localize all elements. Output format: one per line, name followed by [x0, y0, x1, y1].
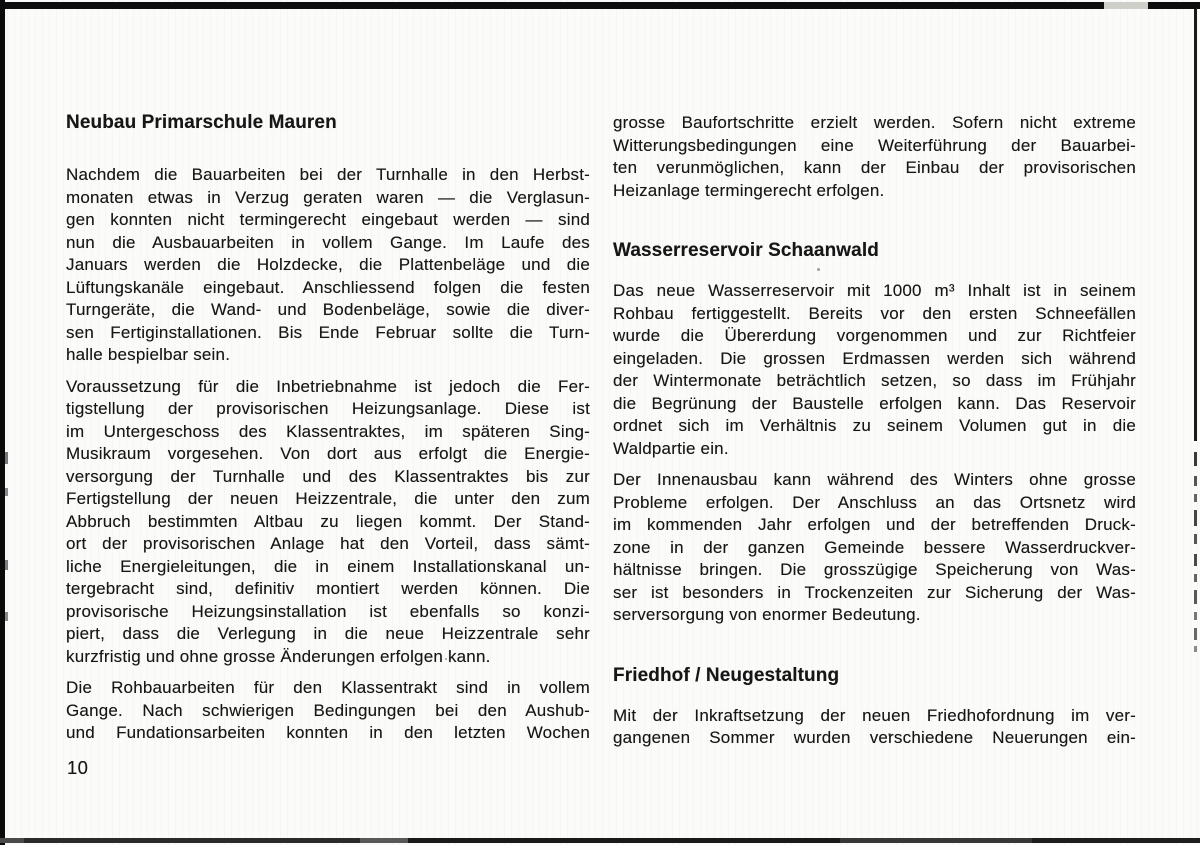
text-line: eingeladen. Die grossen Erdmassen werden sich während [613, 348, 1136, 368]
text-line: versorgung der Turnhalle und des Klassentraktes bis zur [66, 466, 590, 486]
text-line: gangenen Sommer wurden verschiedene Neuerungen ein- [613, 728, 1136, 747]
paragraph [66, 164, 590, 367]
text-line: kurzfristig und ohne grosse Änderungen erfolgen kann. [66, 646, 491, 666]
text-line: ordnet sich im Verhältnis zu seinem Volumen gut in die [613, 416, 1136, 435]
scan-dash [5, 452, 8, 464]
text-line: zone in der ganzen Gemeinde bessere Wasserdruckver- [613, 537, 1136, 557]
paragraph [613, 112, 1136, 202]
text-line: tigstellung der provisorischen Heizungsanlage. Diese ist [66, 399, 590, 418]
page-number: 10 [67, 757, 89, 778]
text-line: Gange. Nach schwierigen Bedingungen bei den Aushub- [66, 700, 590, 720]
scan-dash [1194, 510, 1197, 526]
scan-dash [1194, 452, 1197, 466]
scan-dash [1194, 646, 1197, 652]
text-line: provisorische Heizungsinstallation ist ebenfalls so konzi- [66, 601, 590, 621]
section-heading: Wasserreservoir Schaanwald [613, 240, 879, 261]
text-line: Fertigstellung der neuen Heizzentrale, die unter den zum [66, 489, 590, 508]
text-line: Voraussetzung für die Inbetriebnahme ist jedoch die Fer- [66, 376, 590, 396]
text-line: Waldpartie ein. [613, 438, 729, 458]
scan-dash [1194, 628, 1197, 640]
paragraph [613, 280, 1136, 460]
text-line: sen Fertiginstallationen. Bis Ende Februar sollte die Turn- [66, 322, 590, 342]
text-line: grosse Baufortschritte erzielt werden. Sofern nicht extreme [613, 113, 1136, 132]
scan-dash [1194, 476, 1197, 486]
text-line: nun die Ausbauarbeiten in vollem Gange. Im Laufe des [66, 232, 590, 252]
text-line: piert, dass die Verlegung in die neue Heizzentrale sehr [66, 624, 590, 643]
text-line: Musikraum vorgesehen. Von dort aus erfolgt die Energie- [66, 444, 590, 463]
scan-edge-right [1194, 9, 1197, 441]
scan-edge-top [0, 2, 1200, 9]
text-line: Turngeräte, die Wand- und Bodenbeläge, sowie die diver- [66, 300, 590, 319]
text-line: Heizanlage termingerecht erfolgen. [613, 180, 885, 200]
text-line: Januars werden die Holzdecke, die Plattenbeläge und die [66, 255, 590, 274]
scan-edge-top-gap [1104, 2, 1148, 9]
text-line: monaten etwas in Verzug geraten waren — die Verglasun- [66, 187, 590, 207]
section-heading: Friedhof / Neugestaltung [613, 664, 840, 686]
text-line: Das neue Wasserreservoir mit 1000 m³ Inhalt ist in seinem [613, 281, 1136, 300]
text-line: Lüftungskanäle eingebaut. Anschliessend folgen die festen [66, 277, 590, 297]
text-line: im Untergeschoss des Klassentraktes, im späteren Sing- [66, 421, 590, 441]
text-line: tergebracht sind, definitiv montiert werden können. Die [66, 579, 590, 598]
scan-dash [1194, 494, 1197, 502]
scan-dash [5, 560, 8, 570]
paragraph [66, 677, 590, 745]
text-line: Rohbau fertiggestellt. Bereits vor den ersten Schneefällen [613, 303, 1136, 323]
text-line: ser ist besonders in Trockenzeiten zur Sicherung der Was- [613, 582, 1136, 602]
text-line: ten verunmöglichen, kann der Einbau der provisorischen [613, 158, 1136, 177]
text-line: gen konnten nicht termingerecht eingebaut werden — sind [66, 210, 590, 229]
text-line: der Wintermonate beträchtlich setzen, so dass im Frühjahr [613, 371, 1136, 390]
text-line: halle bespielbar sein. [66, 345, 231, 364]
scan-dash [5, 612, 8, 621]
text-line: liche Energieleitungen, die in einem Installationskanal un- [66, 556, 590, 576]
text-line: und Fundationsarbeiten konnten in den letzten Wochen [66, 723, 590, 742]
section-heading: Neubau Primarschule Mauren [66, 112, 337, 133]
scan-edge-bottom [0, 838, 1200, 843]
text-line: Mit der Inkraftsetzung der neuen Friedhofordnung im ver- [613, 705, 1136, 725]
paragraph [66, 376, 590, 669]
scan-dash [1194, 574, 1197, 582]
scan-edge-left [0, 0, 5, 845]
text-line: Probleme erfolgen. Der Anschluss an das Ortsnetz wird [613, 492, 1136, 512]
paragraph [613, 469, 1136, 627]
scan-dash [1194, 590, 1197, 604]
scan-dash [1194, 534, 1197, 544]
text-line: hältnisse bringen. Die grosszügige Speicherung von Was- [613, 560, 1136, 579]
text-line: Abbruch bestimmten Altbau zu liegen kommt. Der Stand- [66, 511, 590, 531]
scan-dash [5, 488, 8, 496]
column-left [66, 112, 590, 754]
text-line: serversorgung von enormer Bedeutung. [613, 605, 921, 624]
text-line: Nachdem die Bauarbeiten bei der Turnhalle in den Herbst- [66, 165, 590, 184]
text-line: im kommenden Jahr erfolgen und der betreffenden Druck- [613, 515, 1136, 534]
text-line: Der Innenausbau kann während des Winters ohne grosse [613, 470, 1136, 489]
scan-dash [1194, 612, 1197, 620]
column-right [613, 112, 1136, 759]
text-line: wurde die Übererdung vorgenommen und zur Richtfeier [613, 326, 1136, 345]
text-line: die Begrünung der Baustelle erfolgen kann. Das Reservoir [613, 393, 1136, 413]
text-line: Die Rohbauarbeiten für den Klassentrakt sind in vollem [66, 678, 590, 697]
paragraph [613, 705, 1136, 750]
scan-dash [1194, 554, 1197, 566]
text-line: Witterungsbedingungen eine Weiterführung der Bauarbei- [613, 135, 1136, 155]
text-line: ort der provisorischen Anlage hat den Vorteil, dass sämt- [66, 534, 590, 553]
